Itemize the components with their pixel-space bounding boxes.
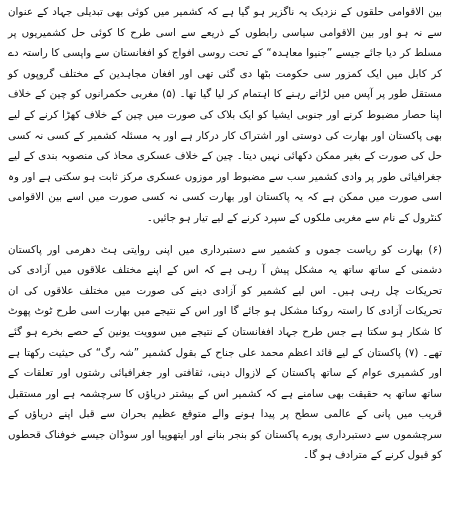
paragraph-1: بین الاقوامی حلقوں کے نزدیک یہ ناگزیر ہو گیا ہے کہ کشمیر میں کوئی بھی تبدیلی جہاد کے عنوان سے نہ ہو اور بین الاقوامی سیاسی رابطوں کے ذریعے سے اسی طرح کا کوئی حل کشمیریوں پر مسلط کر دیا جائے جیسے ”جنیوا معاہدہ“ کے تحت روسی افواج کو افغانستان سے واپسی کا راستہ دے کر کابل میں ایک کمزور سی حکومت بٹھا دی گئی تھی اور افغان مجاہدین کے مختلف گروپوں کو مستقل طور پر آپس میں لڑاتے رہنے کا اہتمام کر لیا گیا تھا۔ (۵) مغربی حکمرانوں کو چین کے خلاف اپنا حصار مضبوط کرنے اور جنوبی ایشیا کو ایک بلاک کی صورت میں چین کے خلاف کھڑا کرنے کے لیے بھی پاکستان اور بھارت کی دوستی اور اشتراک کار درکار ہے اور یہ مسئلہ کشمیر کے کسی نہ کسی حل کی صورت کے بغیر ممکن دکھائی نہیں دیتا۔ چین کے خلاف عسکری محاذ کی منصوبہ بندی کے لیے جغرافیائی طور پر وادی کشمیر سب سے مضبوط اور موزوں عسکری مرکز ثابت ہو سکتی ہے اور وہ اسی صورت میں ممکن ہے کہ یہ پاکستان اور بھارت کسی نہ کسی صورت میں اسے بین الاقوامی کنٹرول کے نام سے مغربی ملکوں کے سپرد کرنے کے لیے تیار ہو جائیں۔ xyxy=(8,6,443,224)
document-page xyxy=(8,2,442,517)
paragraph-2: (۶) بھارت کو ریاست جموں و کشمیر سے دستبرداری میں اپنی روایتی ہٹ دھرمی اور پاکستان دشمنی کے ساتھ ساتھ یہ مشکل پیش آ رہی ہے کہ اس کے اپنے مختلف علاقوں میں آزادی کی تحریکات چل رہی ہیں۔ اس لیے کشمیر کو آزادی دینے کی صورت میں مختلف علاقوں کی ان تحریکات آزادی کا راستہ روکنا مشکل ہو جائے گا اور اس کے نتیجے میں بھارت اسی طرح ٹوٹ پھوٹ کا شکار ہو سکتا ہے جس طرح جہاد افغانستان کے نتیجے میں سوویت یونین کے حصے بخرے ہو گئے تھے۔ (۷) پاکستان کے لیے قائد اعظم محمد علی جناح کے بقول کشمیر ”شہ رگ“ کی حیثیت رکھتا ہے اور کشمیری عوام کے ساتھ پاکستان کے لازوال دینی، ثقافتی اور جغرافیائی رشتوں اور تعلقات کے ساتھ ساتھ یہ حقیقت بھی سامنے ہے کہ کشمیر اس کے بیشتر دریاؤں کا سرچشمہ ہے اور مستقبل قریب میں پانی کے عالمی سطح پر پیدا ہونے والے متوقع عظیم بحران سے قبل اپنے دریاؤں کے سرچشموں سے دستبرداری پورے پاکستان کو بنجر بنانے اور ایتھوپیا اور سوڈان جیسے خوفناک قحطوں کو قبول کرنے کے مترادف ہو گا۔ xyxy=(8,243,442,462)
